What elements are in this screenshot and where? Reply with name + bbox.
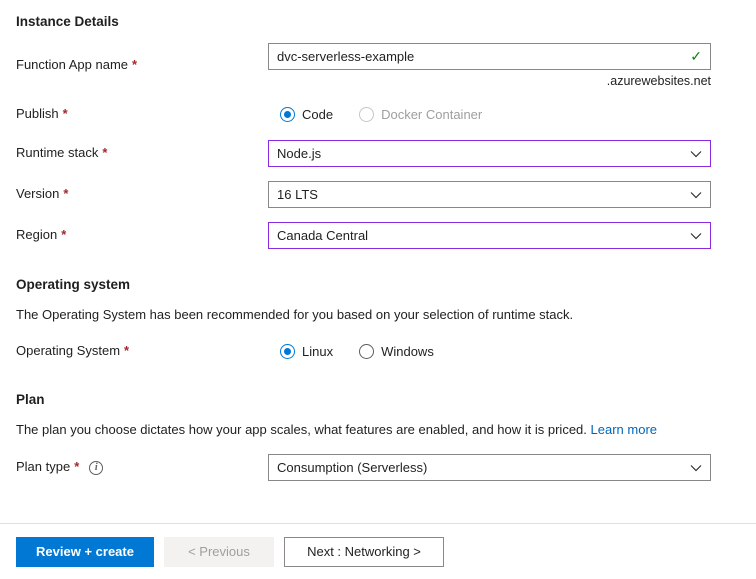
radio-label: Linux [302,344,334,360]
plan-type-select[interactable] [268,454,711,481]
row-plan-type [16,454,740,481]
field-operating-system [268,344,711,359]
row-runtime-stack [16,140,740,167]
chevron-down-icon [690,230,702,242]
checkmark-icon: ✓ [690,48,702,64]
label-publish [16,106,268,123]
field-runtime-stack [268,140,711,167]
label-text: Plan type [16,459,71,475]
row-operating-system [16,340,740,364]
region-value: Canada Central [277,228,369,243]
row-publish [16,102,740,126]
label-text: Function App name [16,57,129,73]
chevron-down-icon [690,462,702,474]
section-title-plan: Plan [16,391,45,407]
label-text: Operating System [16,343,121,359]
row-function-app-name [16,43,740,88]
radio-publish-docker-container[interactable] [359,107,482,122]
chevron-down-icon [690,189,702,201]
plan-description [16,421,740,439]
review-create-button[interactable]: Review + create [16,537,154,567]
label-text: Runtime stack [16,145,99,161]
field-publish [268,107,711,122]
function-app-name-input[interactable] [268,43,711,70]
previous-button[interactable]: < Previous [164,537,274,567]
required-asterisk: * [62,105,68,121]
function-app-name-value: dvc-serverless-example [277,49,415,64]
version-value: 16 LTS [277,187,318,202]
label-text: Publish [16,105,59,121]
domain-suffix: .azurewebsites.net [606,74,711,88]
required-asterisk: * [61,227,67,243]
plan-type-value: Consumption (Serverless) [277,460,428,476]
radio-os-linux[interactable] [280,344,333,359]
field-version [268,181,711,208]
publish-radio-group [280,107,711,122]
section-title-instance-details: Instance Details [16,14,119,29]
next-networking-button[interactable]: Next : Networking > [284,537,444,567]
required-asterisk: * [124,343,130,359]
field-plan-type [268,454,711,481]
chevron-down-icon [690,148,702,160]
radio-icon [359,107,374,122]
plan-description-text: The plan you choose dictates how your app scales, what features are enabled, and how it is priced. [16,421,587,437]
label-operating-system [16,343,268,360]
label-function-app-name [16,57,268,74]
runtime-stack-value: Node.js [277,146,322,161]
section-title-operating-system: Operating system [16,277,131,292]
operating-system-description: The Operating System has been recommended for you based on your selection of runtime stack. [16,307,574,322]
operating-system-radio-group [280,344,711,359]
required-asterisk: * [132,57,138,73]
field-region [268,222,711,249]
version-select[interactable] [268,181,711,208]
info-icon[interactable]: i [89,461,103,475]
label-text: Region [16,227,58,243]
wizard-footer [0,523,756,579]
region-select[interactable] [268,222,711,249]
radio-label: Docker Container [381,106,483,122]
row-version [16,181,740,208]
label-plan-type [16,459,268,476]
label-runtime-stack [16,145,268,162]
required-asterisk: * [63,186,69,202]
row-region [16,222,740,249]
required-asterisk: * [102,145,108,161]
radio-icon [359,344,374,359]
label-region [16,227,268,244]
radio-icon [280,344,295,359]
radio-publish-code[interactable] [280,107,333,122]
radio-label: Windows [381,344,434,360]
runtime-stack-select[interactable] [268,140,711,167]
learn-more-link[interactable]: Learn more [590,421,658,437]
required-asterisk: * [74,459,80,475]
radio-label: Code [302,106,334,122]
radio-icon [280,107,295,122]
field-function-app-name [268,43,711,88]
radio-os-windows[interactable] [359,344,434,359]
label-version [16,186,268,203]
label-text: Version [16,186,60,202]
